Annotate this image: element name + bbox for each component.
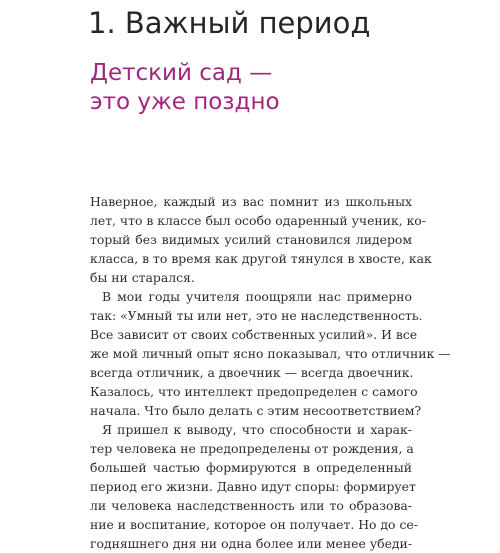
body-line: начала. Что было делать с этим несоответствием?: [90, 403, 422, 418]
body-line: класса, в то время как другой тянулся в хвосте, как: [90, 251, 432, 266]
chapter-subtitle: [90, 59, 280, 117]
body-line: тер человека не предопределены от рождения, а: [90, 441, 414, 456]
body-line: Наверное, каждый из вас помнит из школьных: [90, 194, 412, 209]
body-line: всегда отличник, а двоечник — всегда двоечник.: [90, 365, 414, 380]
body-line: же мой личный опыт ясно показывал, что отличник —: [90, 346, 451, 361]
body-line: торый без видимых усилий становился лидером: [90, 232, 412, 247]
body-line: так: «Умный ты или нет, это не наследственность.: [90, 308, 423, 323]
body-line: годняшнего дня ни одна более или менее убеди-: [90, 536, 412, 551]
body-line: ли человека наследственность или то образова-: [90, 498, 412, 513]
body-line: лет, что в классе был особо одаренный ученик, ко-: [90, 213, 426, 228]
body-line: Все зависит от своих собственных усилий». И все: [90, 327, 418, 342]
body-line: Казалось, что интеллект предопределен с самого: [90, 384, 418, 399]
subtitle-line-1: Детский сад —: [90, 60, 273, 86]
chapter-title: 1. Важный период: [88, 6, 371, 40]
body-line: ние и воспитание, которое он получает. Но до се-: [90, 517, 418, 532]
body-line: период его жизни. Давно идут споры: формирует: [90, 479, 416, 494]
subtitle-line-2: это уже поздно: [90, 89, 280, 115]
body-line: Я пришел к выводу, что способности и харак-: [102, 422, 412, 437]
body-line: большей частью формируются в определенный: [90, 460, 412, 475]
body-line: В мои годы учителя поощряли нас примерно: [102, 289, 412, 304]
body-line: бы ни старался.: [90, 270, 195, 285]
body-text: [90, 192, 451, 553]
